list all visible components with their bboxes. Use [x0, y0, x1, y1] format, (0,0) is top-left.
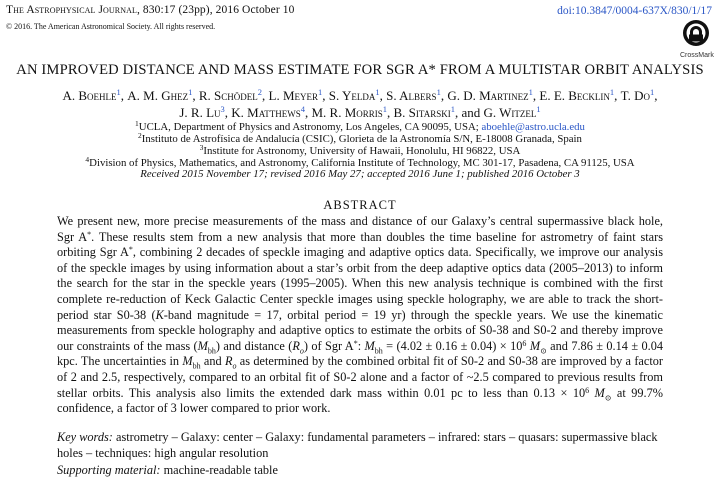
author-affiliation-link[interactable]: 1: [188, 87, 193, 97]
author-separator: ,: [532, 88, 540, 103]
author-affiliation-link[interactable]: 1: [609, 87, 615, 97]
author-list-line-1: [0, 88, 720, 104]
author-name: T. Do: [620, 88, 651, 103]
author-separator: ,: [654, 88, 658, 103]
journal-citation: [6, 4, 294, 16]
author-name: G. Witzel: [483, 105, 537, 120]
received-dates: Received 2015 November 17; revised 2016 May 27; accepted 2016 June 1; published 2016 October 3: [140, 168, 580, 180]
author-affiliation-link[interactable]: 4: [300, 104, 305, 114]
author-separator: ,: [322, 88, 329, 103]
author-affiliation-link[interactable]: 1: [528, 87, 533, 97]
author-separator: ,: [304, 105, 312, 120]
supporting-material: [57, 463, 663, 479]
author-affiliation-link[interactable]: 1: [375, 87, 380, 97]
copyright-notice: © 2016. The American Astronomical Society. All rights reserved.: [6, 22, 216, 31]
affiliation-number: 3: [199, 143, 204, 152]
author-name: B. Sitarski: [393, 105, 451, 120]
crossmark-badge[interactable]: [680, 19, 712, 59]
author-email-link[interactable]: aboehle@astro.ucla.edu: [481, 121, 585, 133]
affiliation-text: Division of Physics, Mathematics, and Astronomy, California Institute of Technology, MC 301-17, Pasadena, CA 91125, USA: [89, 157, 635, 169]
author-affiliation-link[interactable]: 1: [382, 104, 388, 114]
author-separator: ,: [224, 105, 232, 120]
affiliation-number: 1: [135, 119, 139, 128]
affiliation-text: Instituto de Astrofísica de Andalucía (CSIC), Glorieta de la Astronomía S/N, E-18008 Granada, Spain: [141, 133, 582, 145]
author-name: A. M. Ghez: [127, 88, 189, 103]
author-name: R. Schödel: [198, 88, 258, 103]
author-name: J. R. Lu: [179, 105, 221, 120]
author-affiliation-link[interactable]: 2: [257, 87, 263, 97]
paper-title: AN IMPROVED DISTANCE AND MASS ESTIMATE FOR SGR A* FROM A MULTISTAR ORBIT ANALYSIS: [16, 62, 704, 78]
author-affiliation-link[interactable]: 1: [450, 104, 455, 114]
author-affiliation-link[interactable]: 3: [220, 104, 225, 114]
affiliation-3: [0, 145, 720, 157]
author-name: G. D. Martinez: [447, 88, 529, 103]
supporting-label: Supporting material:: [57, 463, 161, 477]
author-affiliation-link[interactable]: 1: [650, 87, 655, 97]
affiliation-1: [0, 121, 720, 133]
affiliation-text: UCLA, Department of Physics and Astronomy, Los Angeles, CA 90095, USA;: [138, 121, 482, 133]
journal-volume-date: , 830:17 (23pp), 2016 October 10: [136, 4, 295, 16]
author-name: K. Matthews: [231, 105, 301, 120]
author-separator: ,: [120, 88, 128, 103]
author-name: A. Boehle: [62, 88, 117, 103]
keywords-text: astrometry – Galaxy: center – Galaxy: fundamental parameters – infrared: stars – quasars: supermassive black holes – techniques: high angular resolution: [57, 430, 658, 460]
crossmark-icon: [682, 19, 710, 47]
author-separator: ,: [387, 105, 394, 120]
affiliation-text: Institute for Astronomy, University of Hawaii, Honolulu, HI 96822, USA: [203, 145, 521, 157]
crossmark-label: CrossMark: [680, 52, 714, 59]
author-separator: , and: [454, 105, 484, 120]
doi-link[interactable]: doi:10.3847/0004-637X/830/1/17: [557, 5, 712, 17]
author-affiliation-link[interactable]: 1: [318, 87, 323, 97]
affiliation-2: [0, 133, 720, 145]
keywords-label: Key words:: [57, 430, 113, 444]
author-list-line-2: [0, 105, 720, 121]
author-affiliation-link[interactable]: 1: [536, 104, 541, 114]
supporting-text: machine-readable table: [160, 463, 278, 477]
author-name: L. Meyer: [268, 88, 319, 103]
abstract-text: We present new, more precise measurements of the mass and distance of our Galaxy’s central supermassive black hole, Sgr A*. These results stem from a new analysis that more than doubles the time baseline for astrometry of faint stars orbiting Sgr A*, combining 2 decades of speckle imaging and adaptive optics data. Specifically, we improve our analysis of the speckle images by using information about a star’s orbit from the deep adaptive optics data (2005–2013) to inform the search for the star in the speckle years (1995–2005). When this new analysis technique is combined with the first complete re-reduction of Keck Galactic Center speckle images using speckle holography, we are able to track the short-period star S0-38 (K-band magnitude = 17, orbital period = 19 yr) through the speckle years. We use the kinematic measurements from speckle holography and adaptive optics to estimate the orbits of S0-38 and S0-2 and thereby improve our constraints of the mass $(M_{bh})$ and distance $(R_o)$ of Sgr A*: $M_{bh} = (4.02 \pm 0.16 \pm 0.04) \times 10^6$ $M_⊙$ and 7.86 ± 0.14 ± 0.04 kpc. The uncertainties in $M_{bh}$ and $R_o$ as determined by the combined orbital fit of S0-2 and S0-38 are improved by a factor of 2 and 2.5, respectively, compared to an orbital fit of S0-2 alone and a factor of ~2.5 compared to previous results from stellar orbits. This analysis also limits the extended dark mass within 0.01 pc to less than $0.13 \times 10^6$ $M_⊙$ at 99.7% confidence, a factor of 3 lower compared to prior work.: [57, 214, 664, 416]
abstract-heading: ABSTRACT: [323, 198, 397, 212]
affiliation-number: 4: [85, 155, 90, 164]
author-affiliation-link[interactable]: 1: [436, 87, 441, 97]
author-affiliation-link[interactable]: 1: [116, 87, 121, 97]
keywords: [57, 430, 663, 461]
author-name: M. R. Morris: [311, 105, 383, 120]
author-separator: ,: [379, 88, 387, 103]
author-separator: ,: [192, 88, 199, 103]
author-name: S. Yelda: [328, 88, 376, 103]
journal-name: The Astrophysical Journal: [6, 4, 137, 16]
author-name: E. E. Becklin: [539, 88, 610, 103]
affiliation-number: 2: [138, 131, 142, 140]
author-name: S. Albers: [386, 88, 437, 103]
author-separator: ,: [262, 88, 269, 103]
author-separator: ,: [614, 88, 621, 103]
author-separator: ,: [440, 88, 448, 103]
